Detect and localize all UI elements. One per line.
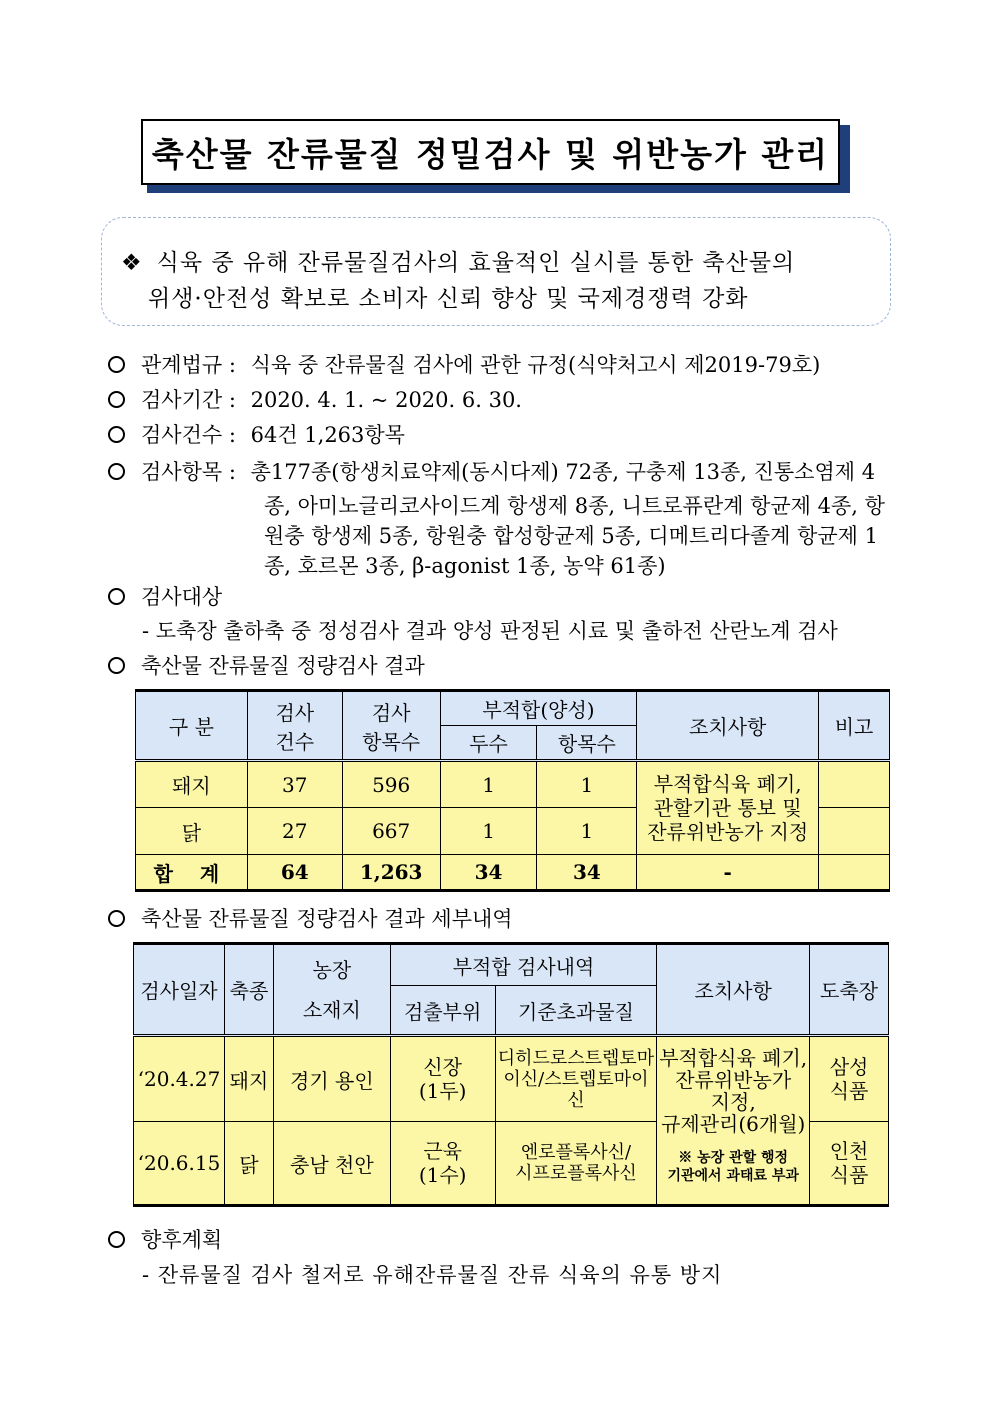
header-nonconformity: 부적합(양성) <box>440 691 637 726</box>
header-action: 조치사항 <box>637 691 819 761</box>
row-slaughterhouse: 인천 식품 <box>810 1122 889 1206</box>
total-heads: 34 <box>440 855 537 891</box>
circle-bullet-icon <box>108 426 125 443</box>
row-slaughterhouse: 삼성 식품 <box>810 1036 889 1122</box>
header-farm: 농장 소재지 <box>273 944 390 1036</box>
page-title: 축산물 잔류물질 정밀검사 및 위반농가 관리 <box>141 119 840 185</box>
penalty-note: ※ 농장 관할 행정 기관에서 과태료 부과 <box>667 1150 799 1184</box>
header-remark: 비고 <box>819 691 890 761</box>
scope-line-1: 총177종(항생치료약제(동시다제) 72종, 구충제 13종, 진통소염제 4 <box>250 460 876 484</box>
header-nonconformity-detail: 부적합 검사내역 <box>390 944 657 986</box>
detail-row <box>108 903 513 933</box>
row-part: 신장 (1두) <box>390 1036 495 1122</box>
row-items: 667 <box>342 808 440 855</box>
period-row <box>108 384 522 414</box>
total-nc-items: 34 <box>537 855 637 891</box>
period-value: 2020. 4. 1. ~ 2020. 6. 30. <box>250 388 522 412</box>
action-cell: 부적합식육 폐기, 잔류위반농가 지정, 규제관리(6개월) ※ 농장 관할 행정 기관에서 과태료 부과 <box>657 1036 810 1206</box>
row-nc-items: 1 <box>537 761 637 808</box>
row-cases: 27 <box>247 808 342 855</box>
total-items: 1,263 <box>342 855 440 891</box>
scope-line-3: 원충 항생제 5종, 항원충 합성항균제 5종, 디메트리다졸계 항균제 1 <box>264 524 878 548</box>
period-label: 검사기간 : <box>141 388 236 412</box>
row-species: 닭 <box>224 1122 273 1206</box>
detail-table <box>133 942 889 1207</box>
header-substance: 기준초과물질 <box>495 986 657 1036</box>
plan-value: - 잔류물질 검사 철저로 유해잔류물질 잔류 식육의 유통 방지 <box>142 1263 723 1287</box>
header-category: 구 분 <box>136 691 248 761</box>
row-cases: 37 <box>247 761 342 808</box>
action-cell: 부적합식육 폐기, 관할기관 통보 및 잔류위반농가 지정 <box>637 761 819 855</box>
header-species: 축종 <box>224 944 273 1036</box>
total-remark <box>819 855 890 891</box>
scope-label: 검사항목 : <box>141 460 236 484</box>
row-substance: 디히드로스트렙토마 이신/스트렙토마이신 <box>495 1036 657 1122</box>
circle-bullet-icon <box>108 657 125 674</box>
row-part: 근육 (1수) <box>390 1122 495 1206</box>
plan-row <box>108 1224 222 1254</box>
circle-bullet-icon <box>108 463 125 480</box>
detail-label: 축산물 잔류물질 정량검사 결과 세부내역 <box>141 907 513 931</box>
scope-line-2: 종, 아미노글리코사이드계 항생제 8종, 니트로퓨란계 항균제 4종, 항 <box>264 494 885 518</box>
circle-bullet-icon <box>108 588 125 605</box>
scope-row <box>108 456 875 486</box>
row-category: 돼지 <box>136 761 248 808</box>
header-date: 검사일자 <box>134 944 225 1036</box>
plan-label: 향후계획 <box>141 1228 223 1252</box>
header-cases: 검사 건수 <box>247 691 342 761</box>
total-category: 합 계 <box>136 855 248 891</box>
row-substance: 엔로플록사신/ 시프로플록사신 <box>495 1122 657 1206</box>
count-row <box>108 419 405 449</box>
circle-bullet-icon <box>108 910 125 927</box>
row-items: 596 <box>342 761 440 808</box>
row-farm: 충남 천안 <box>273 1122 390 1206</box>
table-row <box>136 761 890 808</box>
row-heads: 1 <box>440 808 537 855</box>
result-table <box>135 689 890 892</box>
row-category: 닭 <box>136 808 248 855</box>
row-farm: 경기 용인 <box>273 1036 390 1122</box>
total-row <box>136 855 890 891</box>
row-date: ‘20.4.27 <box>134 1036 225 1122</box>
law-label: 관계법규 : <box>141 353 236 377</box>
circle-bullet-icon <box>108 391 125 408</box>
header-slaughterhouse: 도축장 <box>810 944 889 1036</box>
row-remark <box>819 808 890 855</box>
header-action: 조치사항 <box>657 944 810 1036</box>
summary-line-2: 위생·안전성 확보로 소비자 신뢰 향상 및 국제경쟁력 강화 <box>148 286 749 312</box>
table-row <box>134 1036 889 1122</box>
header-part: 검출부위 <box>390 986 495 1036</box>
result-row <box>108 650 425 680</box>
count-value: 64건 1,263항목 <box>250 423 405 447</box>
header-items: 검사 항목수 <box>342 691 440 761</box>
diamond-bullet-icon: ❖ <box>121 250 143 276</box>
total-action: - <box>637 855 819 891</box>
row-date: ‘20.6.15 <box>134 1122 225 1206</box>
scope-line-4: 종, 호르몬 3종, β-agonist 1종, 농약 61종) <box>264 554 666 578</box>
circle-bullet-icon <box>108 356 125 373</box>
target-row <box>108 581 222 611</box>
summary-text-1: 식육 중 유해 잔류물질검사의 효율적인 실시를 통한 축산물의 <box>156 250 796 276</box>
target-value: - 도축장 출하축 중 정성검사 결과 양성 판정된 시료 및 출하전 산란노계 검사 <box>142 619 838 643</box>
circle-bullet-icon <box>108 1231 125 1248</box>
row-remark <box>819 761 890 808</box>
target-label: 검사대상 <box>141 585 223 609</box>
result-label: 축산물 잔류물질 정량검사 결과 <box>141 654 425 678</box>
header-nc-items: 항목수 <box>537 726 637 761</box>
law-row <box>108 349 820 379</box>
summary-line-1 <box>121 244 795 277</box>
count-label: 검사건수 : <box>141 423 236 447</box>
row-heads: 1 <box>440 761 537 808</box>
row-nc-items: 1 <box>537 808 637 855</box>
law-value: 식육 중 잔류물질 검사에 관한 규정(식약처고시 제2019-79호) <box>250 353 821 377</box>
row-species: 돼지 <box>224 1036 273 1122</box>
header-heads: 두수 <box>440 726 537 761</box>
total-cases: 64 <box>247 855 342 891</box>
